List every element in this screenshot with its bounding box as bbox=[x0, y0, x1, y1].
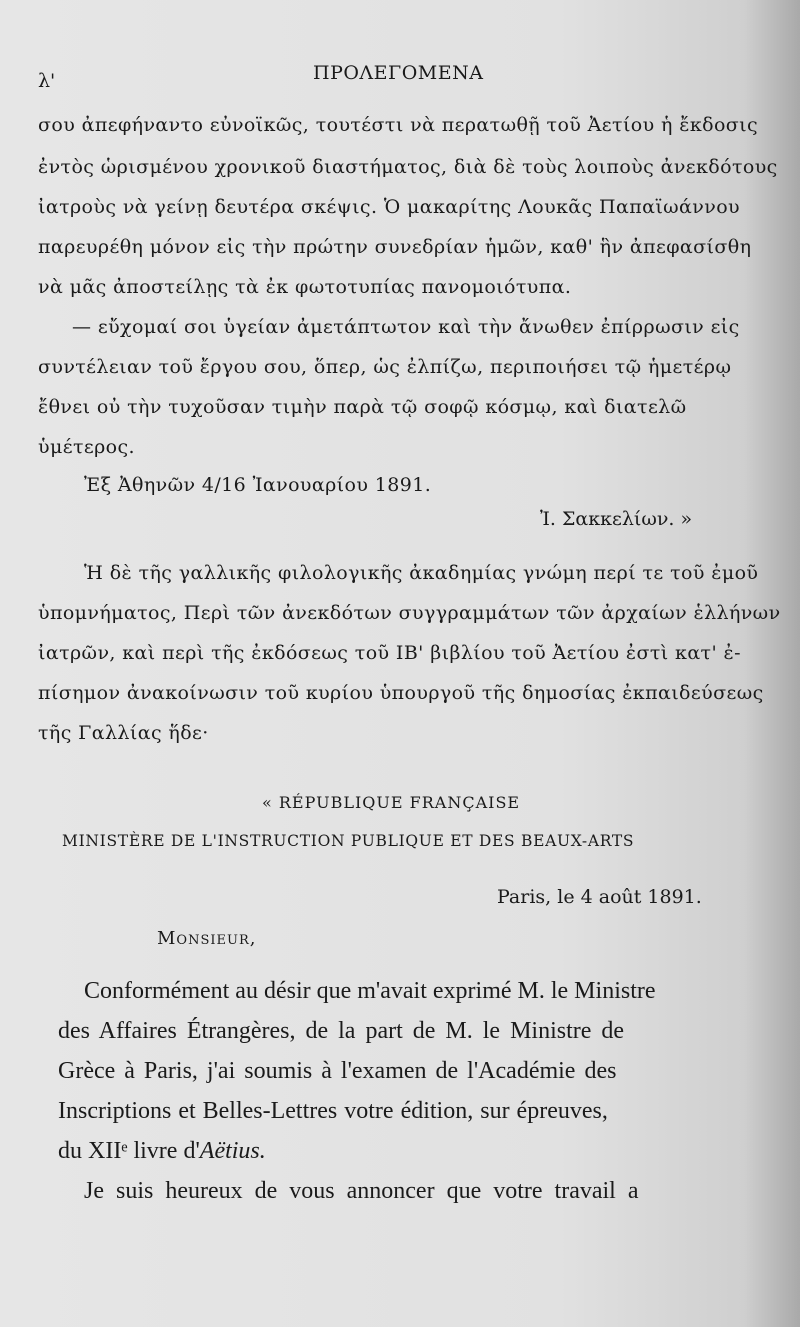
greek-letter-line: σου ἀπεφήναντο εὐνοϊκῶς, τουτέστι νὰ περατωθῇ τοῦ Ἀετίου ἡ ἔκδοσις bbox=[38, 114, 759, 136]
salutation: Monsieur, bbox=[157, 928, 257, 949]
greek-intro-line: ἰατρῶν, καὶ περὶ τῆς ἐκδόσεως τοῦ ΙΒ' βιβλίου τοῦ Ἀετίου ἐστὶ κατ' ἐ- bbox=[38, 642, 741, 664]
greek-letter-line: ἔθνει οὐ τὴν τυχοῦσαν τιμὴν παρὰ τῷ σοφῷ κόσμῳ, καὶ διατελῶ bbox=[38, 396, 687, 418]
greek-letter-line: ὑμέτερος. bbox=[38, 436, 135, 458]
ministry-heading: MINISTÈRE DE L'INSTRUCTION PUBLIQUE ET DES BEAUX-ARTS bbox=[62, 832, 635, 850]
french-body-line: Conformément au désir que m'avait exprimé M. le Ministre bbox=[84, 978, 656, 1004]
greek-intro-line: πίσημον ἀνακοίνωσιν τοῦ κυρίου ὑπουργοῦ τῆς δημοσίας ἐκπαιδεύσεως bbox=[38, 682, 764, 704]
greek-intro-line: τῆς Γαλλίας ἥδε· bbox=[38, 722, 209, 744]
greek-letter-line: νὰ μᾶς ἀποστείλῃς τὰ ἐκ φωτοτυπίας πανομοιότυπα. bbox=[38, 276, 572, 298]
dateline: Ἐξ Ἀθηνῶν 4/16 Ἰανουαρίου 1891. bbox=[84, 474, 432, 496]
running-title: ΠΡΟΛΕΓΟΜΕΝΑ bbox=[313, 62, 484, 84]
letter-date: Paris, le 4 août 1891. bbox=[497, 886, 702, 908]
greek-letter-line: — εὔχομαί σοι ὑγείαν ἀμετάπτωτον καὶ τὴν ἄνωθεν ἐπίρρωσιν εἰς bbox=[72, 316, 740, 338]
greek-letter-line: ἰατροὺς νὰ γείνῃ δευτέρα σκέψις. Ὁ μακαρίτης Λουκᾶς Παπαϊωάννου bbox=[38, 196, 740, 218]
signature: Ἰ. Σακκελίων. » bbox=[540, 508, 693, 530]
french-body-line: du XIIᵉ livre d'Aëtius. bbox=[58, 1138, 266, 1164]
greek-intro-line: ὑπομνήματος, Περὶ τῶν ἀνεκδότων συγγραμμάτων τῶν ἀρχαίων ἑλλήνων bbox=[38, 602, 781, 624]
greek-letter-line: συντέλειαν τοῦ ἔργου σου, ὅπερ, ὡς ἐλπίζω, περιποιήσει τῷ ἡμετέρῳ bbox=[38, 356, 732, 378]
greek-intro-line: Ἡ δὲ τῆς γαλλικῆς φιλολογικῆς ἀκαδημίας γνώμη περί τε τοῦ ἐμοῦ bbox=[84, 562, 759, 584]
french-body-line: Inscriptions et Belles-Lettres votre édition, sur épreuves, bbox=[58, 1098, 608, 1124]
republic-heading: « RÉPUBLIQUE FRANÇAISE bbox=[262, 793, 521, 812]
french-body-line: des Affaires Étrangères, de la part de M. le Ministre de bbox=[58, 1018, 625, 1044]
greek-letter-line: παρευρέθη μόνον εἰς τὴν πρώτην συνεδρίαν ἡμῶν, καθ' ἣν ἀπεφασίσθη bbox=[38, 236, 752, 258]
page-number: λ' bbox=[38, 70, 56, 92]
greek-letter-line: ἐντὸς ὡρισμένου χρονικοῦ διαστήματος, διὰ δὲ τοὺς λοιποὺς ἀνεκδότους bbox=[38, 156, 778, 178]
book-title: Aëtius. bbox=[199, 1138, 266, 1164]
french-body-line: Je suis heureux de vous annoncer que votre travail a bbox=[84, 1178, 639, 1204]
french-body-line: Grèce à Paris, j'ai soumis à l'examen de l'Académie des bbox=[58, 1058, 617, 1084]
